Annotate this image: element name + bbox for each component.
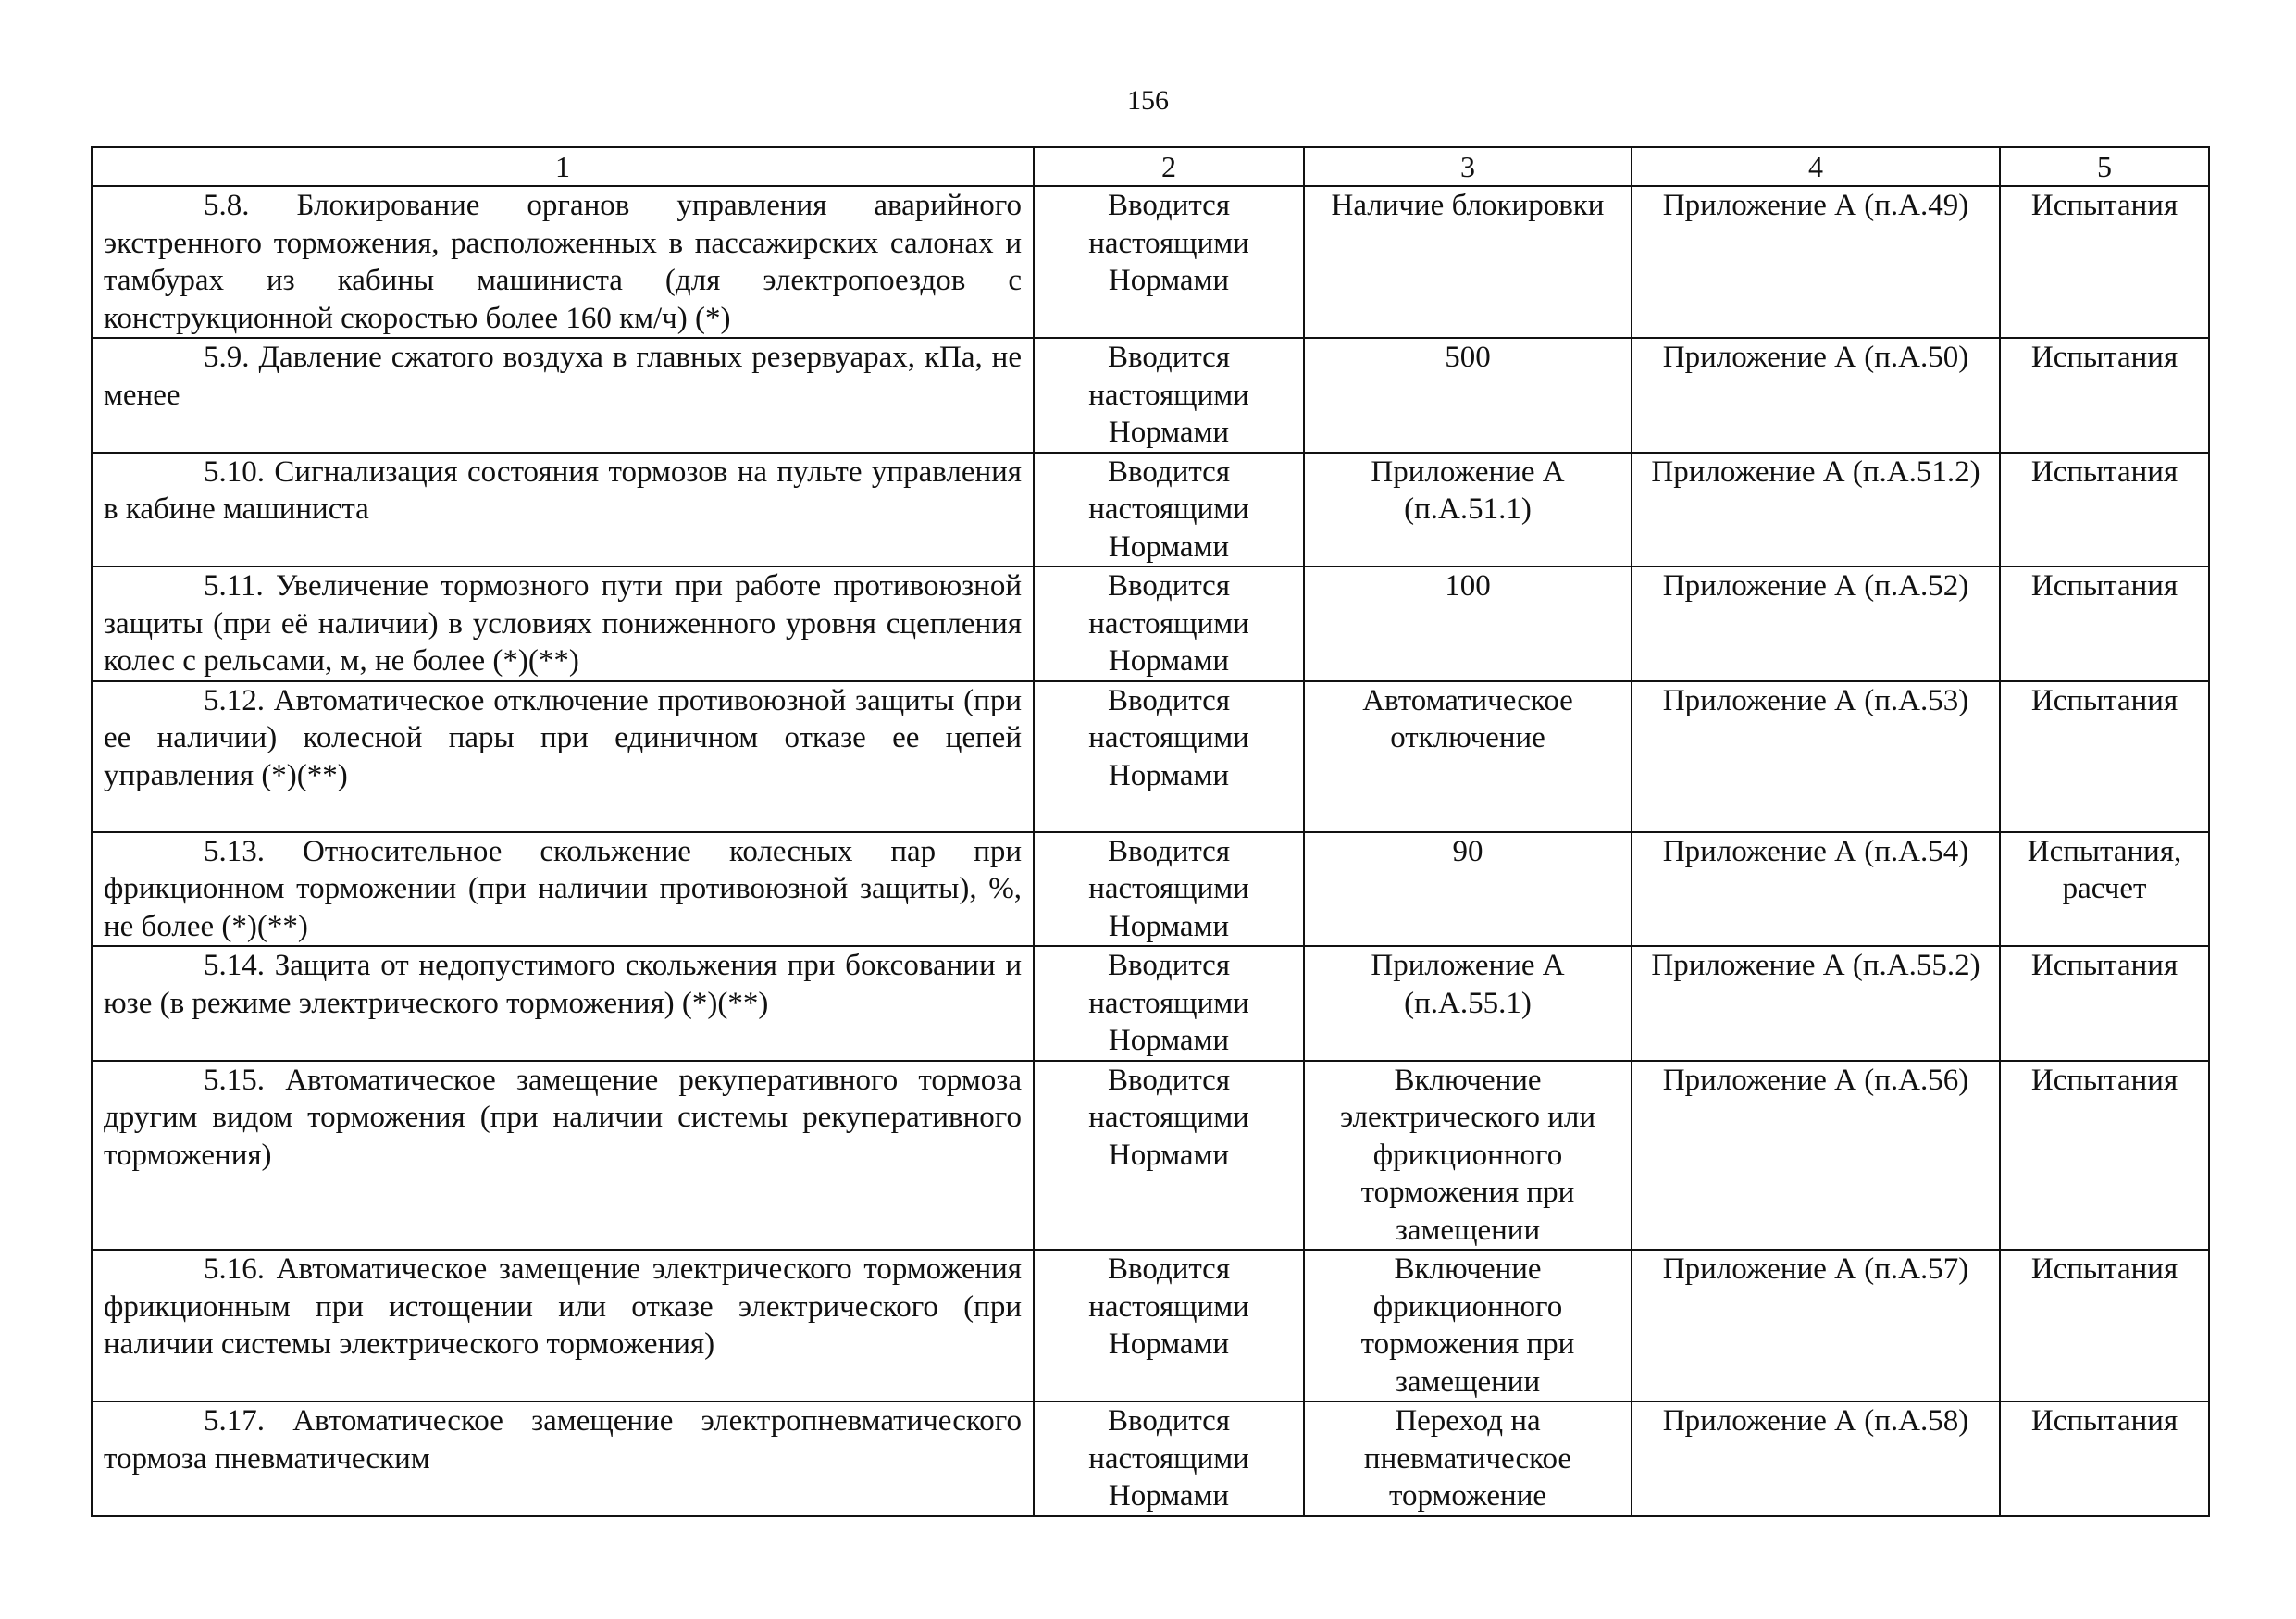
requirement-description: 5.12. Автоматическое отключение противоюзной защиты (при ее наличии) колесной пары при единичном отказе ее цепей управления (*)(**): [92, 681, 1034, 832]
verification-method: Приложение А (п.А.57): [1632, 1250, 2000, 1401]
introduced-by: Вводится настоящими Нормами: [1034, 338, 1304, 453]
verification-method: Приложение А (п.А.58): [1632, 1401, 2000, 1516]
norm-value: Включение фрикционного торможения при замещении: [1304, 1250, 1632, 1401]
norm-value: Переход на пневматическое торможение: [1304, 1401, 1632, 1516]
introduced-by: Вводится настоящими Нормами: [1034, 832, 1304, 947]
introduced-by: Вводится настоящими Нормами: [1034, 186, 1304, 338]
control-type: Испытания, расчет: [2000, 832, 2209, 947]
introduced-by: Вводится настоящими Нормами: [1034, 453, 1304, 567]
norms-table: [91, 146, 2210, 1517]
control-type: Испытания: [2000, 681, 2209, 832]
requirement-description: 5.11. Увеличение тормозного пути при работе противоюзной защиты (при её наличии) в условиях пониженного уровня сцепления колес с рельсами, м, не более (*)(**): [92, 567, 1034, 681]
verification-method: Приложение А (п.А.55.2): [1632, 946, 2000, 1061]
column-header-2: 2: [1034, 147, 1304, 186]
column-header-3: 3: [1304, 147, 1632, 186]
introduced-by: Вводится настоящими Нормами: [1034, 1401, 1304, 1516]
control-type: Испытания: [2000, 186, 2209, 338]
table-row: [92, 186, 2209, 338]
control-type: Испытания: [2000, 567, 2209, 681]
introduced-by: Вводится настоящими Нормами: [1034, 681, 1304, 832]
requirement-description: 5.9. Давление сжатого воздуха в главных резервуарах, кПа, не менее: [92, 338, 1034, 453]
control-type: Испытания: [2000, 1250, 2209, 1401]
table-row: [92, 338, 2209, 453]
table-row: [92, 681, 2209, 832]
table-row: [92, 946, 2209, 1061]
control-type: Испытания: [2000, 1061, 2209, 1251]
norm-value: 90: [1304, 832, 1632, 947]
column-header-1: 1: [92, 147, 1034, 186]
control-type: Испытания: [2000, 1401, 2209, 1516]
control-type: Испытания: [2000, 946, 2209, 1061]
norm-value: Наличие блокировки: [1304, 186, 1632, 338]
column-header-5: 5: [2000, 147, 2209, 186]
table-row: [92, 1061, 2209, 1251]
table-row: [92, 832, 2209, 947]
verification-method: Приложение А (п.А.50): [1632, 338, 2000, 453]
table-row: [92, 567, 2209, 681]
page-number: 156: [1127, 85, 1169, 116]
norm-value: Приложение А (п.А.51.1): [1304, 453, 1632, 567]
control-type: Испытания: [2000, 338, 2209, 453]
requirement-description: 5.15. Автоматическое замещение рекуперативного тормоза другим видом торможения (при наличии системы рекуперативного торможения): [92, 1061, 1034, 1251]
requirement-description: 5.10. Сигнализация состояния тормозов на пульте управления в кабине машиниста: [92, 453, 1034, 567]
verification-method: Приложение А (п.А.56): [1632, 1061, 2000, 1251]
verification-method: Приложение А (п.А.51.2): [1632, 453, 2000, 567]
introduced-by: Вводится настоящими Нормами: [1034, 1061, 1304, 1251]
introduced-by: Вводится настоящими Нормами: [1034, 946, 1304, 1061]
verification-method: Приложение А (п.А.49): [1632, 186, 2000, 338]
table-row: [92, 1401, 2209, 1516]
requirement-description: 5.14. Защита от недопустимого скольжения при боксовании и юзе (в режиме электрического торможения) (*)(**): [92, 946, 1034, 1061]
norm-value: 500: [1304, 338, 1632, 453]
control-type: Испытания: [2000, 453, 2209, 567]
verification-method: Приложение А (п.А.54): [1632, 832, 2000, 947]
introduced-by: Вводится настоящими Нормами: [1034, 567, 1304, 681]
norm-value: 100: [1304, 567, 1632, 681]
table-row: [92, 1250, 2209, 1401]
norm-value: Включение электрического или фрикционного торможения при замещении: [1304, 1061, 1632, 1251]
introduced-by: Вводится настоящими Нормами: [1034, 1250, 1304, 1401]
column-header-4: 4: [1632, 147, 2000, 186]
requirement-description: 5.16. Автоматическое замещение электрического торможения фрикционным при истощении или отказе электрического (при наличии системы электрического торможения): [92, 1250, 1034, 1401]
table-header-row: [92, 147, 2209, 186]
requirement-description: 5.17. Автоматическое замещение электропневматического тормоза пневматическим: [92, 1401, 1034, 1516]
norm-value: Автоматическое отключение: [1304, 681, 1632, 832]
norm-value: Приложение А (п.А.55.1): [1304, 946, 1632, 1061]
verification-method: Приложение А (п.А.53): [1632, 681, 2000, 832]
table-row: [92, 453, 2209, 567]
verification-method: Приложение А (п.А.52): [1632, 567, 2000, 681]
requirement-description: 5.13. Относительное скольжение колесных пар при фрикционном торможении (при наличии противоюзной защиты), %, не более (*)(**): [92, 832, 1034, 947]
requirement-description: 5.8. Блокирование органов управления аварийного экстренного торможения, расположенных в пассажирских салонах и тамбурах из кабины машиниста (для электропоездов с конструкционной скоростью более 160 км/ч) (*): [92, 186, 1034, 338]
